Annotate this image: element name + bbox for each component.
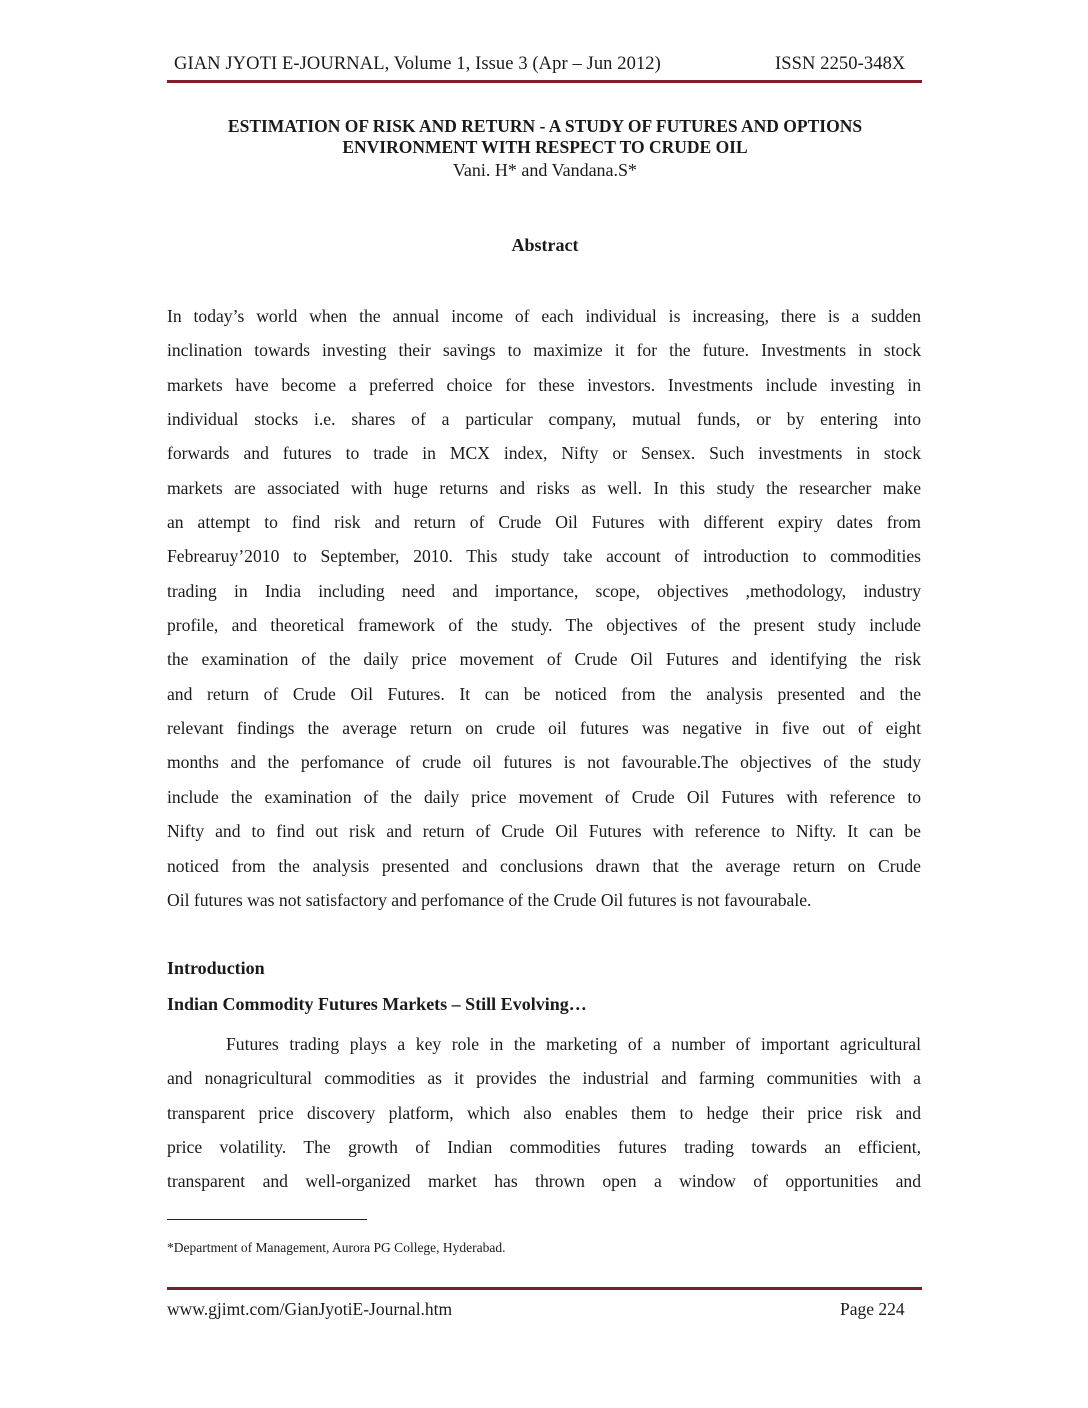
abstract-line: forwards and futures to trade in MCX index, Nifty or Sensex. Such investments in stock — [167, 443, 921, 464]
abstract-line: and return of Crude Oil Futures. It can be noticed from the analysis presented and the — [167, 683, 921, 704]
abstract-heading: Abstract — [511, 235, 579, 255]
abstract-line: In today’s world when the annual income of each individual is increasing, there is a sudden — [167, 306, 921, 326]
abstract-line: include the examination of the daily price movement of Crude Oil Futures with reference to — [167, 786, 921, 807]
footer-url: www.gjimt.com/GianJyotiE-Journal.htm — [167, 1299, 453, 1319]
footnote: *Department of Management, Aurora PG College, Hyderabad. — [167, 1240, 506, 1255]
abstract-line: Oil futures was not satisfactory and perfomance of the Crude Oil futures is not favourabale. — [167, 889, 812, 910]
footnote-divider — [167, 1219, 367, 1220]
abstract-line: trading in India including need and importance, scope, objectives ,methodology, industry — [167, 580, 921, 601]
abstract-line: individual stocks i.e. shares of a particular company, mutual funds, or by entering into — [167, 409, 921, 430]
introduction-heading: Introduction — [167, 958, 265, 978]
authors: Vani. H* and Vandana.S* — [452, 160, 638, 180]
abstract-line: inclination towards investing their savings to maximize it for the future. Investments in stock — [167, 340, 921, 361]
abstract-line: an attempt to find risk and return of Crude Oil Futures with different expiry dates from — [167, 512, 921, 533]
abstract-line: relevant findings the average return on crude oil futures was negative in five out of eight — [167, 718, 921, 739]
abstract-body — [167, 299, 921, 917]
footer-divider — [167, 1287, 922, 1290]
introduction-line: and nonagricultural commodities as it provides the industrial and farming communities with a — [167, 1068, 921, 1089]
introduction-line: transparent price discovery platform, which also enables them to hedge their price risk and — [167, 1102, 921, 1123]
abstract-line: markets have become a preferred choice for these investors. Investments include investing in — [167, 374, 921, 395]
introduction-line: transparent and well-organized market has thrown open a window of opportunities and — [167, 1171, 921, 1192]
abstract-line: the examination of the daily price movement of Crude Oil Futures and identifying the risk — [167, 649, 921, 670]
introduction-line: Futures trading plays a key role in the marketing of a number of important agricultural — [226, 1034, 921, 1054]
abstract-line: months and the perfomance of crude oil futures is not favourable.The objectives of the study — [167, 752, 921, 773]
journal-header: GIAN JYOTI E-JOURNAL, Volume 1, Issue 3 (Apr – Jun 2012) — [174, 54, 661, 74]
abstract-line: Nifty and to find out risk and return of Crude Oil Futures with reference to Nifty. It can be — [167, 821, 921, 842]
paper-title-line-2: ENVIRONMENT WITH RESPECT TO CRUDE OIL — [342, 137, 748, 157]
introduction-body — [167, 1027, 921, 1198]
abstract-line: markets are associated with huge returns and risks as well. In this study the researcher make — [167, 477, 921, 498]
abstract-line: Febrearuy’2010 to September, 2010. This study take account of introduction to commodities — [167, 546, 921, 567]
abstract-line: noticed from the analysis presented and conclusions drawn that the average return on Crude — [167, 855, 921, 876]
page-number: Page 224 — [840, 1299, 905, 1319]
abstract-line: profile, and theoretical framework of the study. The objectives of the present study include — [167, 615, 921, 636]
paper-title-line-1: ESTIMATION OF RISK AND RETURN - A STUDY OF FUTURES AND OPTIONS — [227, 116, 863, 136]
header-divider — [167, 80, 922, 83]
introduction-line: price volatility. The growth of Indian commodities futures trading towards an efficient, — [167, 1136, 921, 1157]
section-subheading: Indian Commodity Futures Markets – Still Evolving… — [167, 994, 587, 1014]
issn-header: ISSN 2250-348X — [775, 54, 906, 74]
